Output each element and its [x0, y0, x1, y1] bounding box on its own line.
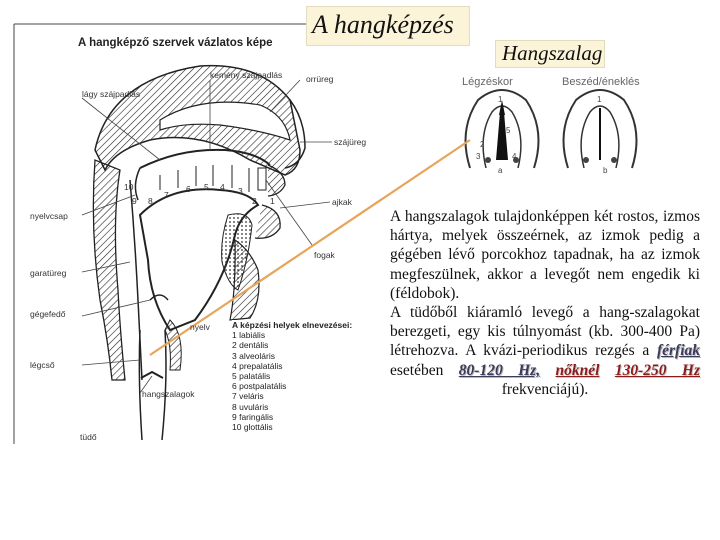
region-8: 8 [148, 196, 153, 206]
vc-num-2: 2 [480, 140, 485, 149]
women-range: 130-250 Hz [614, 361, 701, 379]
legend-item: 8 uvuláris [232, 401, 269, 412]
para-2-mid: esetében [390, 361, 459, 379]
men-label: férfiak [656, 342, 700, 360]
speech-label: Beszéd/éneklés [562, 76, 640, 88]
diagram-legend [232, 320, 362, 432]
region-4: 4 [220, 182, 225, 192]
para-1: A hangszalagok tulajdonképpen két rostos, izmos hártya, melyek összeérnek, az izmok pedig a gégében lévő porcokhoz tapadnak, ha az izmok megfeszülnek, akkor a levegőt nem engedik ki (féldobok). [390, 208, 700, 302]
label-garatureg: garatüreg [30, 268, 67, 278]
label-nyelvcsap: nyelvcsap [30, 211, 68, 221]
diagram-title: A hangképző szervek vázlatos képe [78, 37, 273, 49]
label-lagy: lágy szájpadlás [82, 89, 141, 99]
region-2: 2 [252, 196, 257, 206]
region-6: 6 [186, 184, 191, 194]
label-hangszalagok: hangszalagok [142, 389, 195, 399]
inset-title: Hangszalag [502, 41, 603, 65]
breathing-label: Légzéskor [462, 76, 513, 88]
legend-item: 9 faringális [232, 411, 274, 422]
label-tudo: tüdő [80, 432, 97, 442]
legend-item: 2 dentális [232, 340, 269, 351]
legend-item: 6 postpalatális [232, 381, 287, 392]
label-nyelv: nyelv [190, 322, 210, 332]
label-szajureg: szájüreg [334, 137, 367, 147]
label-gegefedo: gégefedő [30, 309, 66, 319]
label-fogak: fogak [314, 250, 335, 260]
legend-item: 5 palatális [232, 371, 271, 382]
description-text [390, 207, 700, 399]
region-10: 10 [124, 182, 134, 192]
legend-item: 1 labiális [232, 330, 266, 341]
vc-num-4: 4 [512, 152, 517, 161]
vc-num-3: 3 [476, 152, 481, 161]
para-2-end: frekvenciájú). [501, 380, 589, 398]
region-1: 1 [270, 196, 275, 206]
region-9: 9 [132, 196, 137, 206]
legend-item: 7 veláris [232, 391, 264, 402]
women-label: nőknél [555, 361, 600, 379]
legend-heading: A képzési helyek elnevezései: [232, 320, 353, 330]
vc-num-1b: 1 [597, 95, 602, 104]
label-ajkak: ajkak [332, 197, 352, 207]
vc-num-5: 5 [506, 126, 511, 135]
para-2-start: A tüdőből kiáramló levegő a hang-szalagokat berezgeti, egy kis túlnyomást (kb. 300-400 Pa) létrehozva. A kvázi-periodikus rezgés a [390, 304, 700, 360]
region-3: 3 [238, 186, 243, 196]
label-kemeny: kemény szájpadlás [210, 70, 283, 80]
vc-num-1: 1 [498, 95, 503, 104]
men-range: 80-120 Hz, [458, 361, 541, 379]
label-legcso: légcső [30, 360, 55, 370]
region-5: 5 [204, 182, 209, 192]
legend-item: 10 glottális [232, 422, 273, 433]
legend-item: 3 alveoláris [232, 350, 275, 361]
vc-label-b: b [603, 166, 608, 175]
para-2 [390, 303, 700, 399]
legend-item: 4 prepalatális [232, 360, 283, 371]
vc-label-a: a [498, 166, 503, 175]
label-orrureg: orrüreg [306, 74, 334, 84]
slide-title: A hangképzés [312, 10, 454, 39]
region-7: 7 [164, 190, 169, 200]
